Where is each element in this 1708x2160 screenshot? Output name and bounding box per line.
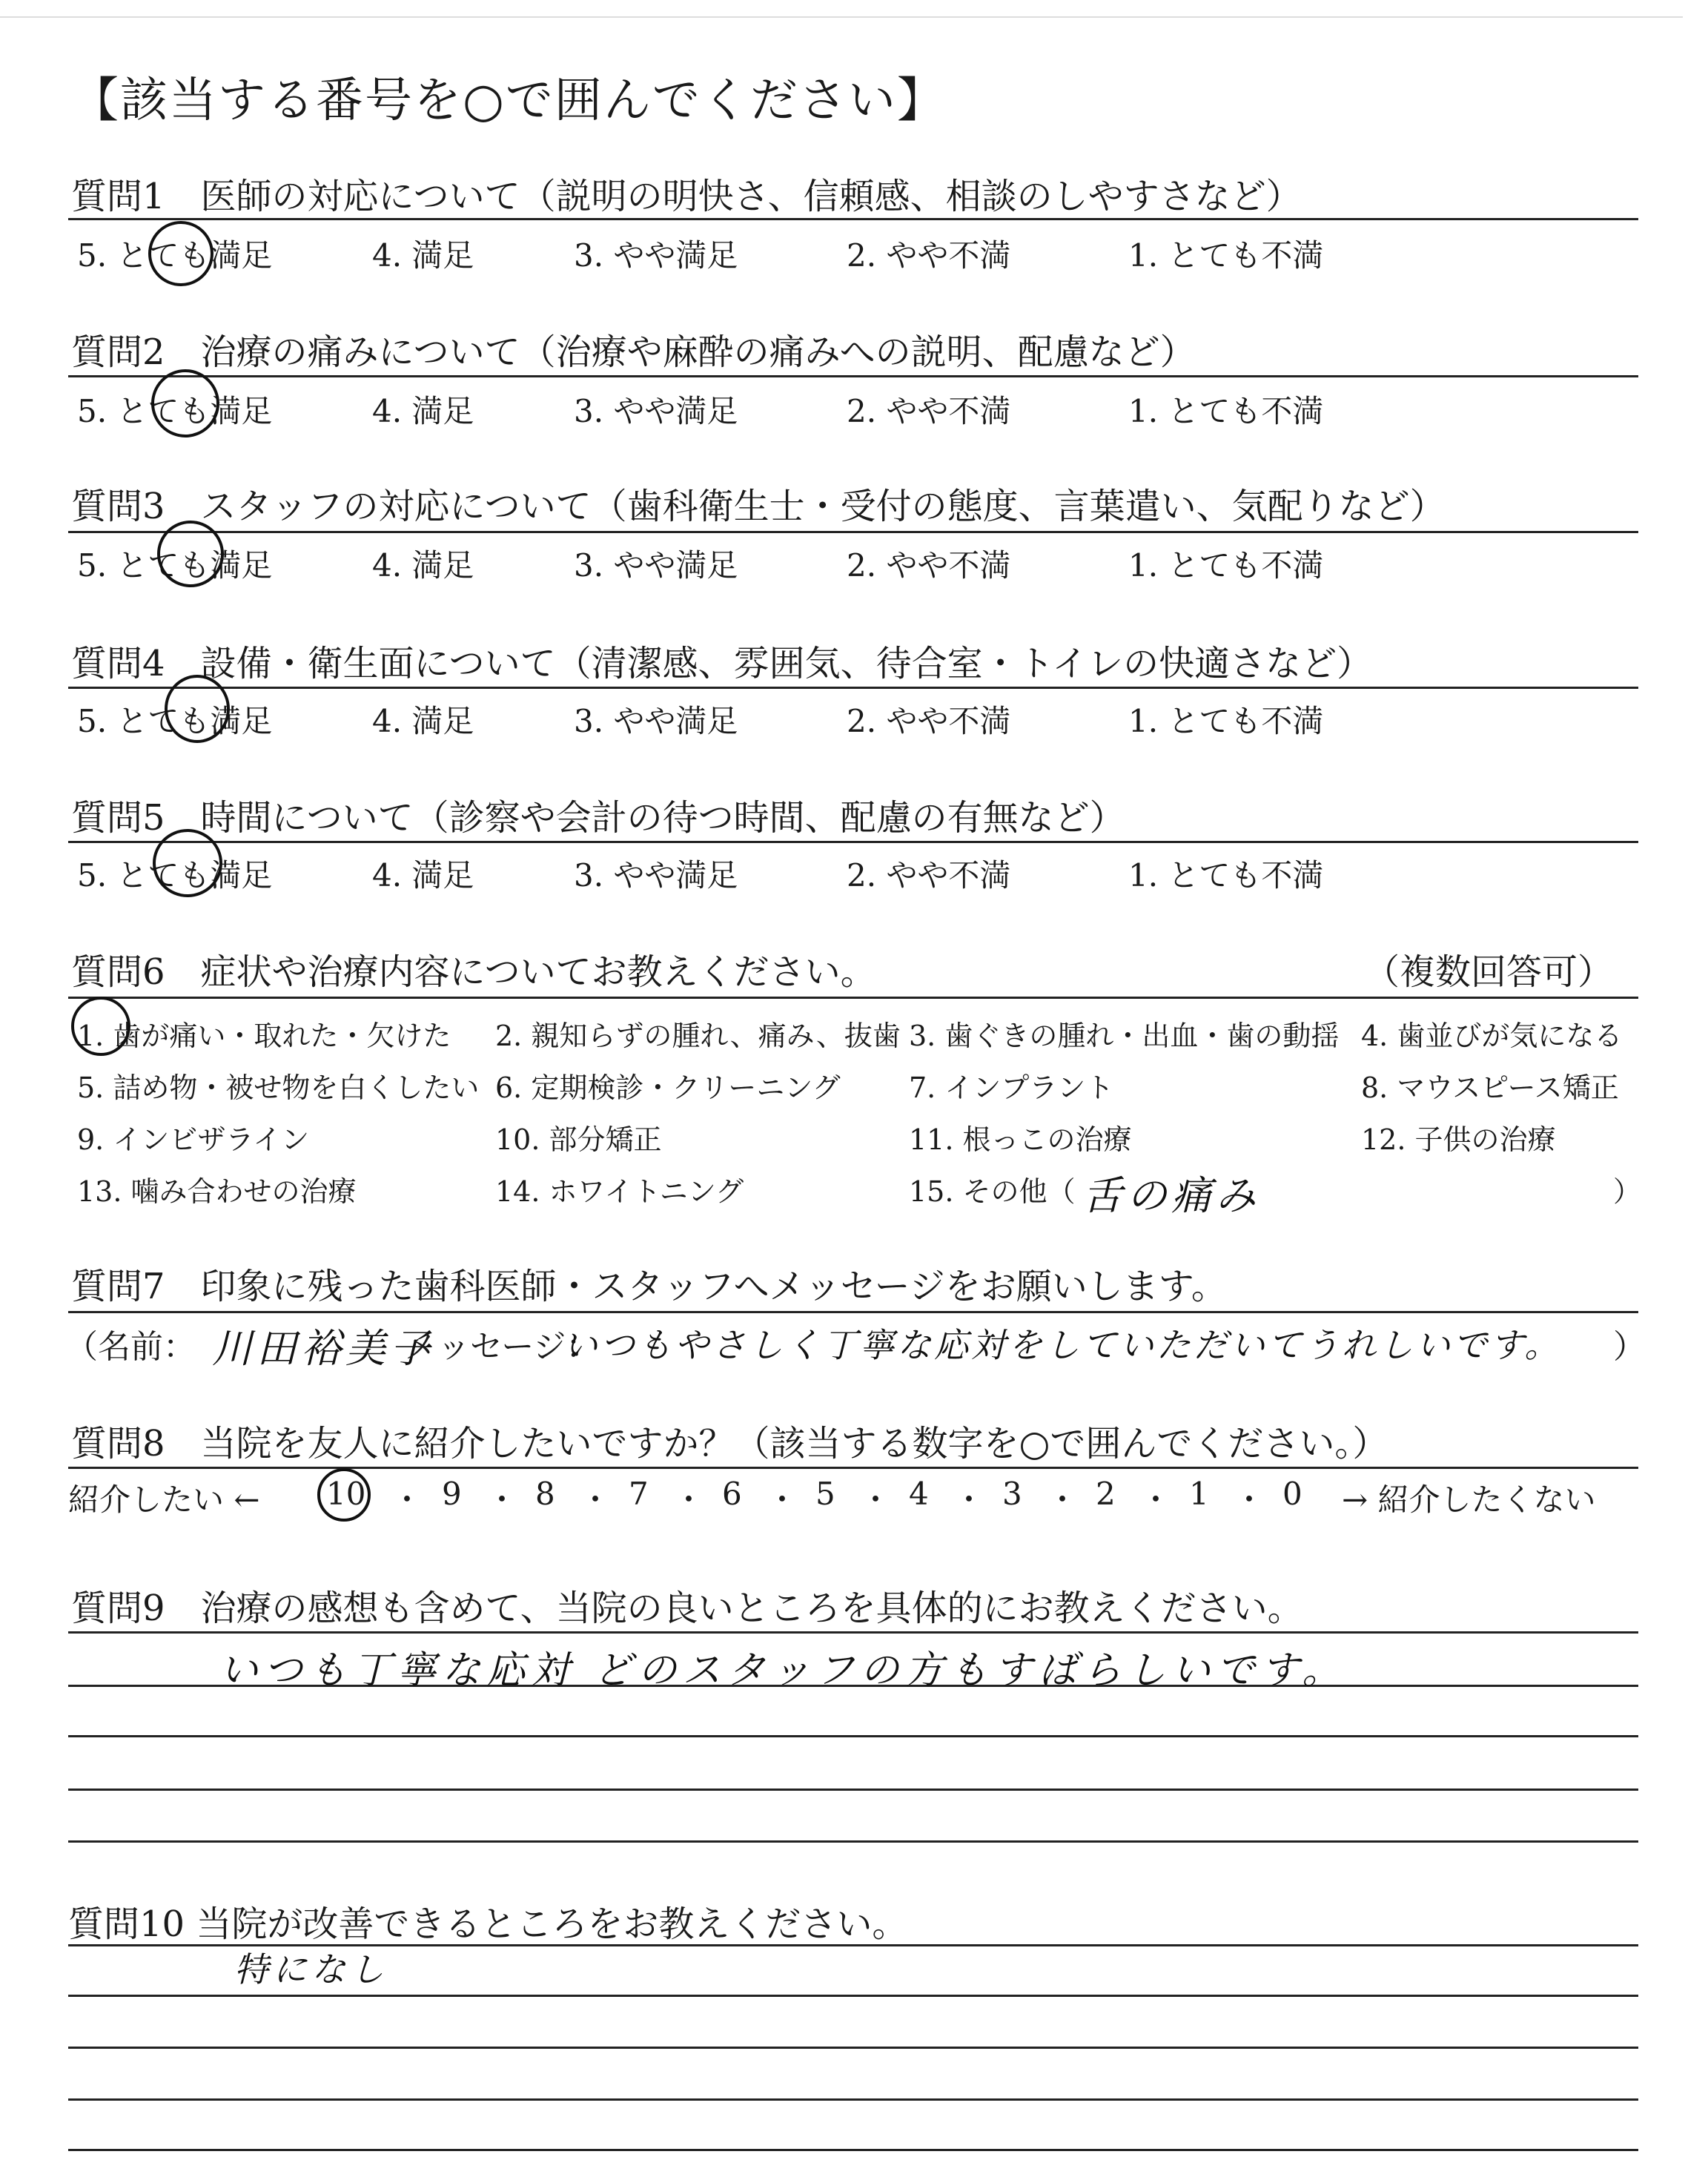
scale-number-4[interactable]: 4 xyxy=(909,1476,929,1512)
message-label: メッセージ： xyxy=(405,1328,599,1366)
treatment-option-8[interactable]: 8. マウスピース矯正 xyxy=(1361,1071,1619,1104)
selection-circle-mark xyxy=(317,1468,371,1522)
treatment-option-3[interactable]: 3. 歯ぐきの腫れ・出血・歯の動揺 xyxy=(909,1020,1340,1052)
question-8-title: 質問8 当院を友人に紹介したいですか？（該当する数字を○で囲んでください。） xyxy=(71,1423,1388,1464)
option-satisfied[interactable]: 4. 満足 xyxy=(372,547,474,584)
scale-number-7[interactable]: 7 xyxy=(629,1476,649,1512)
question-6-rule xyxy=(68,997,1638,999)
option-very-satisfied[interactable]: 5. とても満足 xyxy=(77,857,273,894)
question-3-rule xyxy=(68,531,1638,533)
scale-number-3[interactable]: 3 xyxy=(1002,1476,1022,1512)
treatment-option-11[interactable]: 11. 根っこの治療 xyxy=(909,1123,1132,1156)
question-8-rule xyxy=(68,1467,1638,1469)
option-very-satisfied[interactable]: 5. とても満足 xyxy=(77,703,273,739)
option-somewhat-dissatisfied[interactable]: 2. やや不満 xyxy=(847,393,1011,429)
scale-dot: ・ xyxy=(1140,1482,1172,1518)
option-satisfied[interactable]: 4. 満足 xyxy=(372,237,474,274)
treatment-option-12[interactable]: 12. 子供の治療 xyxy=(1361,1123,1556,1156)
selection-circle-mark xyxy=(157,521,224,587)
scale-number-2[interactable]: 2 xyxy=(1096,1476,1116,1512)
question-1-rule xyxy=(68,218,1638,220)
message-close-paren: ） xyxy=(1613,1328,1646,1366)
name-label: （名前： xyxy=(65,1328,196,1366)
option-satisfied[interactable]: 4. 満足 xyxy=(372,857,474,894)
treatment-option-13[interactable]: 13. 噛み合わせの治療 xyxy=(77,1175,357,1208)
treatment-option-4[interactable]: 4. 歯並びが気になる xyxy=(1361,1020,1623,1052)
scale-number-9[interactable]: 9 xyxy=(442,1476,462,1512)
question-4-rule xyxy=(68,687,1638,689)
scale-number-1[interactable]: 1 xyxy=(1189,1476,1209,1512)
page-header: 【該当する番号を○で囲んでください】 xyxy=(71,73,946,128)
option-very-dissatisfied[interactable]: 1. とても不満 xyxy=(1128,393,1324,429)
option-very-satisfied[interactable]: 5. とても満足 xyxy=(77,237,273,274)
option-somewhat-dissatisfied[interactable]: 2. やや不満 xyxy=(847,857,1011,894)
scan-edge xyxy=(0,16,1683,18)
question-7-title: 質問7 印象に残った歯科医師・スタッフへメッセージをお願いします。 xyxy=(71,1266,1227,1307)
selection-circle-mark xyxy=(153,829,222,897)
question-4-title: 質問4 設備・衛生面について（清潔感、雰囲気、待合室・トイレの快適さなど） xyxy=(71,643,1373,684)
scale-number-8[interactable]: 8 xyxy=(535,1476,555,1512)
option-very-dissatisfied[interactable]: 1. とても不満 xyxy=(1128,857,1324,894)
selection-circle-mark xyxy=(165,675,230,743)
answer-line xyxy=(68,2149,1638,2151)
scale-dot: ・ xyxy=(1047,1482,1079,1518)
selection-circle-mark xyxy=(151,369,219,437)
answer-line xyxy=(68,2098,1638,2101)
option-very-satisfied[interactable]: 5. とても満足 xyxy=(77,547,273,584)
scale-dot: ・ xyxy=(767,1482,798,1518)
question-6-title: 質問6 症状や治療内容についてお教えください。 xyxy=(71,951,876,993)
answer-line xyxy=(68,1631,1638,1634)
scale-left-label: 紹介したい ← xyxy=(68,1482,260,1518)
option-somewhat-dissatisfied[interactable]: 2. やや不満 xyxy=(847,237,1011,274)
option-somewhat-dissatisfied[interactable]: 2. やや不満 xyxy=(847,703,1011,739)
question-5-title: 質問5 時間について（診察や会計の待つ時間、配慮の有無など） xyxy=(71,797,1125,839)
scale-number-10[interactable]: 10 xyxy=(326,1476,366,1512)
treatment-option-14[interactable]: 14. ホワイトニング xyxy=(495,1175,744,1208)
question-6-note: （複数回答可） xyxy=(1364,951,1614,993)
treatment-option-5[interactable]: 5. 詰め物・被せ物を白くしたい xyxy=(77,1071,480,1104)
other-handwritten-answer: 舌の痛み xyxy=(1082,1172,1260,1219)
treatment-option-7[interactable]: 7. インプラント xyxy=(909,1071,1114,1104)
other-close-paren: ） xyxy=(1613,1175,1642,1208)
scale-dot: ・ xyxy=(953,1482,985,1518)
scale-number-5[interactable]: 5 xyxy=(815,1476,835,1512)
scale-dot: ・ xyxy=(391,1482,423,1518)
option-very-dissatisfied[interactable]: 1. とても不満 xyxy=(1128,547,1324,584)
question-2-rule xyxy=(68,375,1638,377)
option-somewhat-satisfied[interactable]: 3. やや満足 xyxy=(574,547,738,584)
question-2-title: 質問2 治療の痛みについて（治療や麻酔の痛みへの説明、配慮など） xyxy=(71,331,1196,373)
option-somewhat-satisfied[interactable]: 3. やや満足 xyxy=(574,703,738,739)
scale-dot: ・ xyxy=(1234,1482,1265,1518)
scale-number-0[interactable]: 0 xyxy=(1282,1476,1302,1512)
option-somewhat-satisfied[interactable]: 3. やや満足 xyxy=(574,857,738,894)
option-very-satisfied[interactable]: 5. とても満足 xyxy=(77,393,273,429)
selection-circle-mark xyxy=(148,221,214,286)
option-satisfied[interactable]: 4. 満足 xyxy=(372,393,474,429)
treatment-option-6[interactable]: 6. 定期検診・クリーニング xyxy=(495,1071,841,1104)
option-satisfied[interactable]: 4. 満足 xyxy=(372,703,474,739)
treatment-option-9[interactable]: 9. インビザライン xyxy=(77,1123,310,1156)
option-somewhat-satisfied[interactable]: 3. やや満足 xyxy=(574,237,738,274)
message-handwritten[interactable]: いつもやさしく丁寧な応対をしていただいてうれしいです。 xyxy=(563,1325,1562,1365)
scale-dot: ・ xyxy=(860,1482,892,1518)
treatment-option-10[interactable]: 10. 部分矯正 xyxy=(495,1123,662,1156)
answer-line xyxy=(68,1840,1638,1843)
question-1-title: 質問1 医師の対応について（説明の明快さ、信頼感、相談のしやすさなど） xyxy=(71,176,1302,217)
answer-line xyxy=(68,1789,1638,1791)
scale-dot: ・ xyxy=(486,1482,518,1518)
name-handwritten[interactable]: 川田裕美子 xyxy=(212,1325,434,1372)
treatment-option-1[interactable]: 1. 歯が痛い・取れた・欠けた xyxy=(77,1020,451,1052)
selection-circle-mark xyxy=(71,997,130,1056)
option-somewhat-satisfied[interactable]: 3. やや満足 xyxy=(574,393,738,429)
treatment-option-15[interactable]: 15. その他（ xyxy=(909,1175,1076,1208)
scale-dot: ・ xyxy=(580,1482,612,1518)
question-3-title: 質問3 スタッフの対応について（歯科衛生士・受付の態度、言葉遣い、気配りなど） xyxy=(71,486,1446,527)
scale-dot: ・ xyxy=(673,1482,705,1518)
answer-line xyxy=(68,2047,1638,2049)
option-somewhat-dissatisfied[interactable]: 2. やや不満 xyxy=(847,547,1011,584)
q10-handwritten-answer[interactable]: 特になし xyxy=(234,1949,388,1989)
option-very-dissatisfied[interactable]: 1. とても不満 xyxy=(1128,237,1324,274)
option-very-dissatisfied[interactable]: 1. とても不満 xyxy=(1128,703,1324,739)
answer-line xyxy=(68,1735,1638,1737)
q9-handwritten-answer[interactable]: いつも丁寧な応対 どのスタッフの方もすばらしいです。 xyxy=(219,1648,1347,1693)
treatment-option-2[interactable]: 2. 親知らずの腫れ、痛み、抜歯 xyxy=(495,1020,901,1052)
scale-number-6[interactable]: 6 xyxy=(722,1476,742,1512)
question-10-title: 質問10 当院が改善できるところをお教えください。 xyxy=(68,1903,908,1945)
scale-right-label: → 紹介したくない xyxy=(1342,1482,1596,1518)
question-7-rule xyxy=(68,1311,1638,1313)
question-9-title: 質問9 治療の感想も含めて、当院の良いところを具体的にお教えください。 xyxy=(71,1588,1303,1629)
answer-line xyxy=(68,1995,1638,1997)
question-5-rule xyxy=(68,841,1638,843)
